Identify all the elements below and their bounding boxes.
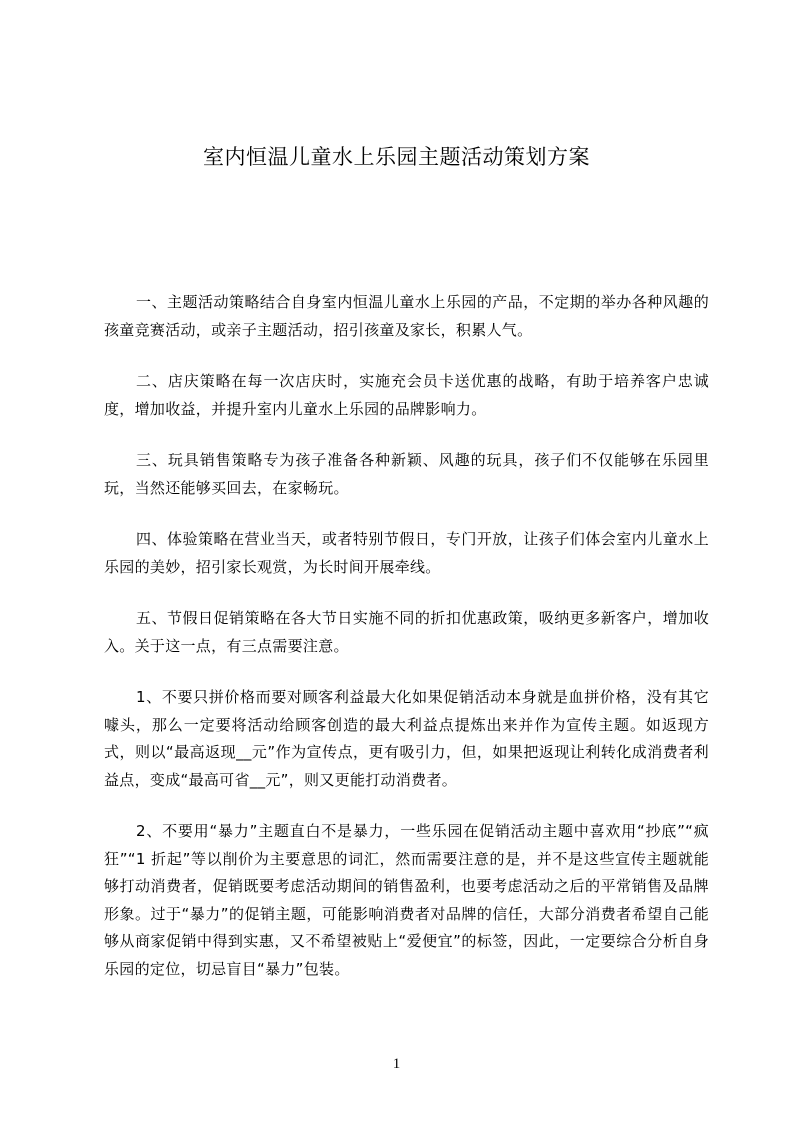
page-number: 1: [392, 1056, 401, 1072]
paragraph-anniversary: 二、店庆策略在每一次店庆时，实施充会员卡送优惠的战略，有助于培养客户忠诚度，增加收益，并提升室内儿童水上乐园的品牌影响力。: [104, 372, 709, 418]
paragraph-toy-sales: 三、玩具销售策略专为孩子准备各种新颖、风趣的玩具，孩子们不仅能够在乐园里玩，当然还能够买回去，在家畅玩。: [104, 451, 709, 497]
document-title: 室内恒温儿童水上乐园主题活动策划方案: [203, 145, 590, 169]
paragraph-note-1: 1、不要只拼价格而要对顾客利益最大化如果促销活动本身就是血拼价格，没有其它噱头，那么一定要将活动给顾客创造的最大利益点提炼出来并作为宣传主题。如返现方式，则以“最高返现__元”作为宣传点，更有吸引力，但，如果把返现让利转化成消费者利益点，变成“最高可省__元”，则又更能打动消费者。: [104, 688, 709, 789]
paragraph-theme-activity: 一、主题活动策略结合自身室内恒温儿童水上乐园的产品，不定期的举办各种风趣的孩童竞赛活动，或亲子主题活动，招引孩童及家长，积累人气。: [104, 293, 709, 339]
paragraph-experience: 四、体验策略在营业当天，或者特别节假日，专门开放，让孩子们体会室内儿童水上乐园的美妙，招引家长观赏，为长时间开展牵线。: [104, 530, 709, 576]
paragraph-holiday-promotion: 五、节假日促销策略在各大节日实施不同的折扣优惠政策，吸纳更多新客户，增加收入。关于这一点，有三点需要注意。: [104, 609, 709, 655]
paragraph-note-2: 2、不要用“暴力”主题直白不是暴力，一些乐园在促销活动主题中喜欢用“抄底”“疯狂”“1 折起”等以削价为主要意思的词汇，然而需要注意的是，并不是这些宣传主题就能够打动消费者，促销既要考虑活动期间的销售盈利，也要考虑活动之后的平常销售及品牌形象。过于“暴力”的促销主题，可能影响消费者对品牌的信任，大部分消费者希望自己能够从商家促销中得到实惠，又不希望被贴上“爱便宜”的标签，因此，一定要综合分析自身乐园的定位，切忌盲目“暴力”包装。: [104, 822, 709, 978]
